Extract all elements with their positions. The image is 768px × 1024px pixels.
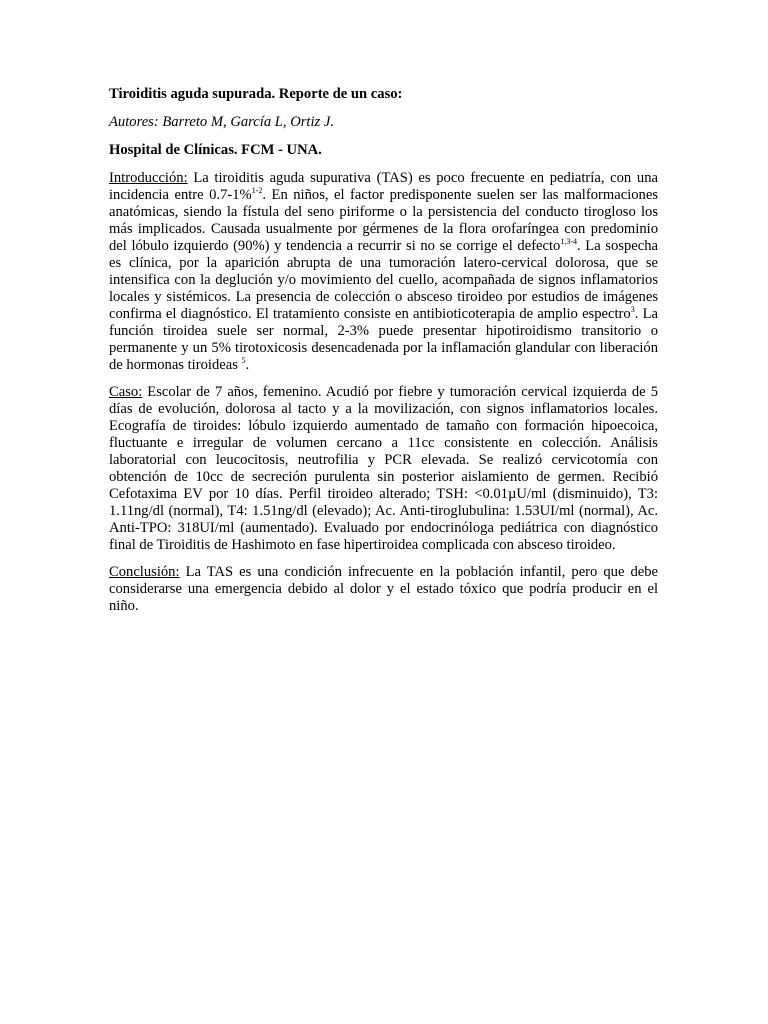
conclusion-label: Conclusión: xyxy=(109,564,180,580)
case-text: Escolar de 7 años, femenino. Acudió por fiebre y tumoración cervical izquierda de 5 días de evolución, dolorosa al tacto y a la movilización, con signos inflamatorios locales. Ecografía de tiroides: lóbulo izquierdo aumentado de tamaño con formación hipoecoica, fluctuante e irregular de volumen cercano a 11cc consistente en colección. Análisis laboratorial con leucocitosis, neutrofilia y PCR elevada. Se realizó cervicotomía con obtención de 10cc de secreción purulenta sin posterior aislamiento de germen. Recibió Cefotaxima EV por 10 días. Perfil tiroideo alterado; TSH: <0.01µU/ml (disminuido), T3: 1.11ng/dl (normal), T4: 1.51ng/dl (elevado); Ac. Anti-tiroglubulina: 1.53UI/ml (normal), Ac. Anti-TPO: 318UI/ml (aumentado). Evaluado por endocrinóloga pediátrica con diagnóstico final de Tiroiditis de Hashimoto en fase hipertiroidea complicada con absceso tiroideo. xyxy=(109,384,658,553)
conclusion-paragraph xyxy=(109,564,658,615)
introduction-label: Introducción: xyxy=(109,170,188,186)
citation-superscript: 1-2 xyxy=(251,186,263,196)
citation-superscript: 3 xyxy=(630,305,635,315)
introduction-text-2: . En niños, el factor predisponente suelen ser las malformaciones anatómicas, siendo la fístula del seno piriforme o la persistencia del conducto tirogloso los más implicados. Causada usualmente por gérmenes de la flora orofaríngea con predominio del lóbulo izquierdo (90%) y tendencia a recurrir si no se corrige el defecto xyxy=(109,187,658,254)
hospital-line: Hospital de Clínicas. FCM - UNA. xyxy=(109,142,322,158)
citation-superscript: 5 xyxy=(241,356,246,366)
case-label: Caso: xyxy=(109,384,143,400)
introduction-paragraph xyxy=(109,170,658,374)
introduction-text-4: . La función tiroidea suele ser normal, 2-3% puede presentar hipotiroidismo transitorio o permanente y un 5% tirotoxicosis desencadenada por la inflamación glandular con liberación de hormonas tiroideas xyxy=(109,306,658,373)
document-title: Tiroiditis aguda supurada. Reporte de un caso: xyxy=(109,86,403,102)
case-paragraph xyxy=(109,384,658,554)
introduction-text-1: La tiroiditis aguda supurativa (TAS) es poco frecuente en pediatría, con una incidencia entre 0.7-1% xyxy=(109,170,658,203)
authors-line: Autores: Barreto M, García L, Ortiz J. xyxy=(109,114,334,130)
introduction-text-5: . xyxy=(245,357,250,373)
conclusion-text: La TAS es una condición infrecuente en la población infantil, pero que debe considerarse una emergencia debido al dolor y el estado tóxico que podría producir en el niño. xyxy=(109,564,658,614)
document-page xyxy=(109,86,658,625)
citation-superscript: 1,3-4 xyxy=(560,237,578,247)
introduction-text-3: . La sospecha es clínica, por la aparición abrupta de una tumoración latero-cervical dolorosa, que se intensifica con la deglución y/o movimiento del cuello, acompañada de signos inflamatorios locales y sistémicos. La presencia de colección o absceso tiroideo por estudios de imágenes confirma el diagnóstico. El tratamiento consiste en antibioticoterapia de amplio espectro xyxy=(109,238,658,322)
